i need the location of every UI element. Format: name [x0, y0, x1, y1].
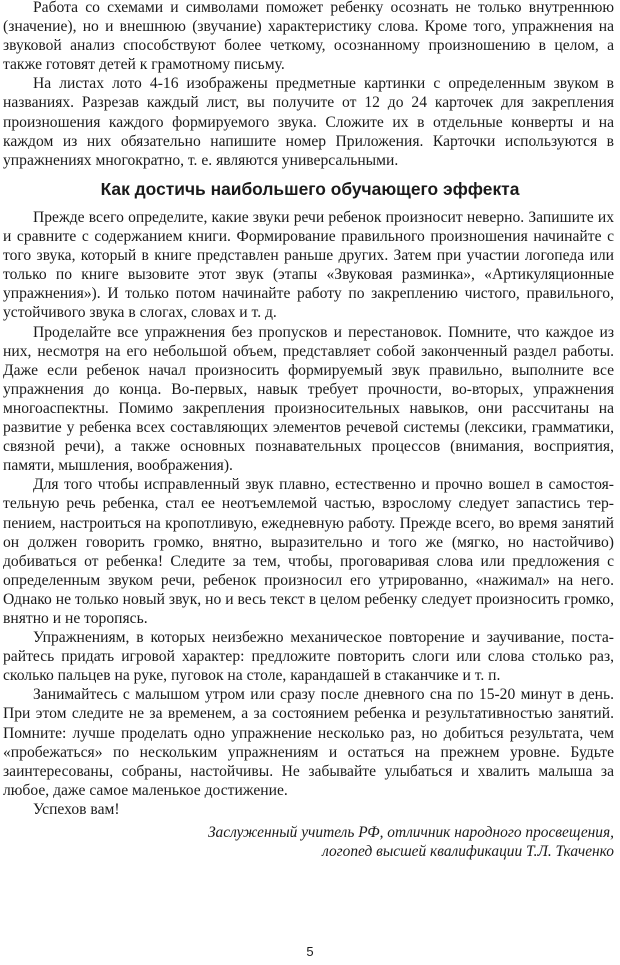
intro-paragraph: На листах лото 4-16 изображены предметные картинки с определенным звуком в названиях. Разрезав каждый лист, вы получите от 12 до 24 карточек для закрепления произношения каждого формируемого звука. Сложите их в отдельные конверты и на каждом из них обязательно напишите номер Приложения. Карточки используются в упражнениях многократно, т. е. являются универсальными.: [3, 75, 614, 169]
section-heading: Как достичь наибольшего обучающего эффекта: [100, 179, 520, 199]
section-paragraph: Для того чтобы исправленный звук плавно, естественно и прочно вошел в самостоятельную речь ребенка, стал ее неотъемлемой частью, взрослому следует запастись терпением, настроиться на кропотливую, ежедневную работу. Прежде всего, во время занятий он должен говорить громко, внятно, выразительно и того же (мягко, но настойчиво) добиваться от ребенка! Следите за тем, чтобы, проговаривая слова или предложения с определенным звуком речи, ребенок произносил его утрированно, «нажимал» на него. Однако не только новый звук, но и весь текст в целом ребенку следует произносить громко, внятно и не торопясь.: [3, 476, 614, 627]
closing-wish: Успехов вам!: [33, 800, 120, 818]
signature-line: Заслуженный учитель РФ, отличник народного просвещения,: [207, 824, 614, 841]
section-text-block: [3, 208, 614, 819]
intro-paragraph: Работа со схемами и символами поможет ребенку осознать не только внутреннюю (значение), но и внешнюю (звучание) характеристику слова. Кроме того, упражнения на звуковой анализ способствуют более четкому, осознанному произношению в целом, а также готовят детей к грамотному письму.: [3, 0, 614, 74]
signature-line: логопед высшей квалификации Т.Л. Ткаченко: [322, 843, 614, 860]
section-paragraph: Занимайтесь с малышом утром или сразу после дневного сна по 15-20 минут в день. При этом следите не за временем, а за состоянием ребенка и результативностью занятий. Помните: лучше проделать одно упражнение несколько раз, но добиться результата, чем «пробежаться» по нескольким упражнениям и остаться на прежнем уровне. Будьте заинтересованы, собраны, настойчивы. Не забывайте улыбаться и хвалить малыша за любое, даже самое маленькое достижение.: [3, 686, 614, 799]
intro-text-block: [3, 0, 614, 170]
section-paragraph: Упражнениям, в которых неизбежно механическое повторение и заучивание, постарайтесь придать игровой характер: предложите повторить слоги или слова столько раз, сколько пальцев на руке, пуговок на столе, карандашей в стаканчике и т. п.: [3, 629, 614, 685]
section-paragraph: Проделайте все упражнения без пропусков и перестановок. Помните, что каждое из них, несмотря на его небольшой объем, представляет собой законченный раздел работы. Даже если ребенок начал произносить формируемый звук правильно, выполните все упражнения до конца. Во-первых, навык требует прочности, во-вторых, упражнения многоаспектны. Помимо закрепления произносительных навыков, они рассчитаны на развитие у ребенка всех составляющих элементов речевой системы (лексики, грамматики, связной речи), а также основных познавательных процессов (внимания, восприятия, памяти, мышления, воображения).: [3, 323, 614, 475]
page-number: 5: [306, 944, 314, 959]
section-paragraph: Прежде всего определите, какие звуки речи ребенок произносит неверно. Запишите их и сравните с содержанием книги. Формирование правильного произношения начинайте с того звука, который в книге представлен раньше других. Затем при участии логопеда или только по книге вызовите этот звук (этапы «Звуковая разминка», «Артикуляционные упражнения»). И только потом начинайте работу по закреплению чистого, правильного, устойчивого звука в слогах, словах и т. д.: [3, 209, 614, 322]
author-signature: [94, 823, 614, 861]
